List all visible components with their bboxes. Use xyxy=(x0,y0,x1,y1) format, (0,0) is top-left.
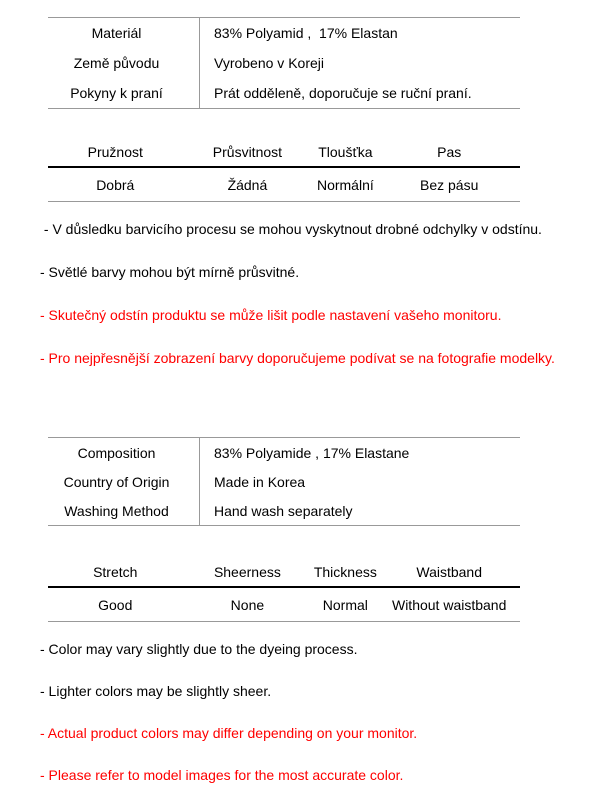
properties-header-row xyxy=(48,558,520,588)
table-row xyxy=(48,18,520,48)
info-label-composition: Composition xyxy=(48,438,200,467)
info-value-material: 83% Polyamid , 17% Elastan xyxy=(214,25,398,41)
props-value-sheerness: None xyxy=(230,596,265,613)
table-row xyxy=(48,438,520,467)
props-value-stretch: Good xyxy=(98,596,133,613)
props-header-thickness: Tloušťka xyxy=(318,144,373,160)
note-line: - Světlé barvy mohou být mírně průsvitné. xyxy=(40,264,300,280)
note-line: - V důsledku barvicího procesu se mohou vyskytnout drobné odchylky v odstínu. xyxy=(40,221,542,237)
info-value-origin: Vyrobeno v Koreji xyxy=(214,55,324,71)
note-line: - Please refer to model images for the most accurate color. xyxy=(40,767,404,783)
note-line: - Lighter colors may be slightly sheer. xyxy=(40,683,272,699)
props-header-stretch: Stretch xyxy=(93,564,138,580)
info-label-origin: Země původu xyxy=(48,48,200,78)
props-value-waistband: Without waistband xyxy=(391,596,507,613)
props-value-sheerness: Žádná xyxy=(227,176,268,193)
props-value-stretch: Dobrá xyxy=(96,176,135,193)
props-header-waistband: Pas xyxy=(437,144,462,160)
table-row xyxy=(48,48,520,78)
info-value-washing: Prát odděleně, doporučuje se ruční praní. xyxy=(214,85,472,101)
props-value-thickness: Normal xyxy=(322,596,368,613)
props-header-stretch: Pružnost xyxy=(87,144,143,160)
disclaimer-notes-czech xyxy=(40,221,584,393)
info-label-washing: Pokyny k praní xyxy=(48,78,200,108)
note-line: - Skutečný odstín produktu se může lišit podle nastavení vašeho monitoru. xyxy=(40,307,502,323)
material-info-table-english xyxy=(48,437,520,526)
props-value-thickness: Normální xyxy=(316,176,374,193)
properties-value-row xyxy=(48,588,520,622)
info-value-washing: Hand wash separately xyxy=(214,502,353,519)
note-line: - Pro nejpřesnější zobrazení barvy doporučujeme podívat se na fotografie modelky. xyxy=(40,350,555,366)
props-header-thickness: Thickness xyxy=(313,564,377,580)
props-value-waistband: Bez pásu xyxy=(420,176,479,193)
props-header-sheerness: Sheerness xyxy=(213,564,281,580)
info-value-composition: 83% Polyamide , 17% Elastane xyxy=(214,444,410,461)
properties-table-czech xyxy=(48,138,520,202)
props-header-waistband: Waistband xyxy=(416,564,482,580)
table-row xyxy=(48,78,520,108)
info-label-washing: Washing Method xyxy=(48,496,200,525)
props-header-sheerness: Průsvitnost xyxy=(212,144,283,160)
properties-value-row xyxy=(48,168,520,202)
table-row xyxy=(48,467,520,496)
info-label-origin: Country of Origin xyxy=(48,467,200,496)
note-line: - Actual product colors may differ depending on your monitor. xyxy=(40,725,418,741)
info-value-origin: Made in Korea xyxy=(214,473,306,490)
note-line: - Color may vary slightly due to the dyeing process. xyxy=(40,641,358,657)
disclaimer-notes-english xyxy=(40,641,584,800)
properties-header-row xyxy=(48,138,520,168)
info-label-material: Materiál xyxy=(48,18,200,48)
table-row xyxy=(48,496,520,525)
properties-table-english xyxy=(48,558,520,622)
material-info-table-czech xyxy=(48,17,520,109)
